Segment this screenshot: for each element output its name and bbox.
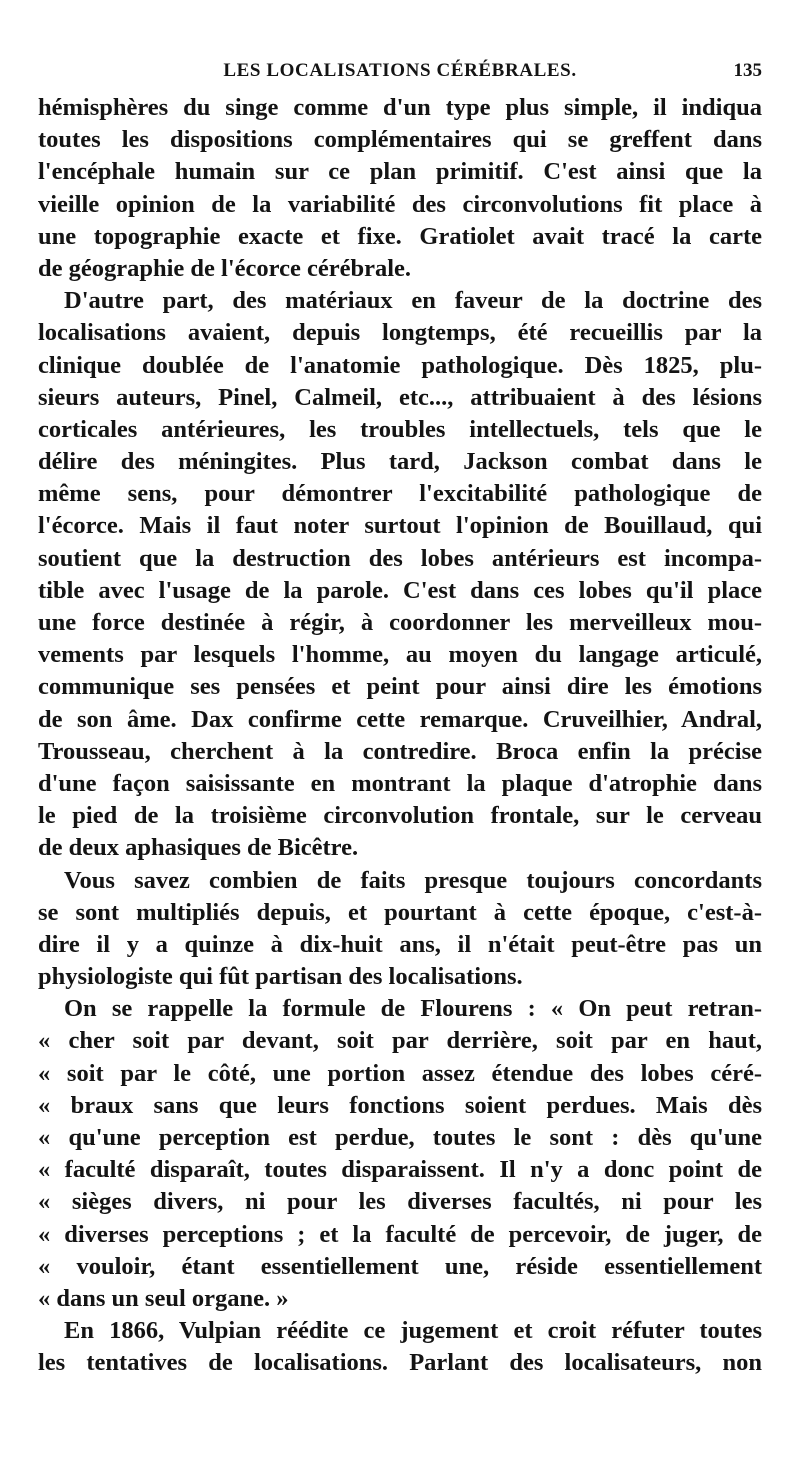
text-line: « qu'une perception est perdue, toutes le sont : dès qu'une xyxy=(38,1124,762,1151)
text-line: dire il y a quinze à dix-huit ans, il n'était peut-être pas un xyxy=(38,930,762,958)
paragraph-4 xyxy=(38,993,762,1315)
text-line: le pied de la troisième circonvolution frontale, sur le cerveau xyxy=(38,802,762,830)
text-line: localisations avaient, depuis longtemps, été recueillis par la xyxy=(38,319,762,347)
text-line: « diverses perceptions ; et la faculté de percevoir, de juger, de xyxy=(38,1220,762,1248)
text-line: l'encéphale humain sur ce plan primitif. C'est ainsi que la xyxy=(38,158,762,186)
text-line: vieille opinion de la variabilité des circonvolutions fit place à xyxy=(38,190,762,218)
text-line: D'autre part, des matériaux en faveur de la doctrine des xyxy=(64,287,762,315)
text-line: même sens, pour démontrer l'excitabilité pathologique de xyxy=(38,480,762,508)
running-head xyxy=(38,58,762,92)
text-line: hémisphères du singe comme d'un type plus simple, il indiqua xyxy=(38,94,762,121)
text-line: une force destinée à régir, à coordonner les merveilleux mou- xyxy=(38,609,762,636)
text-line: clinique doublée de l'anatomie pathologique. Dès 1825, plu- xyxy=(38,351,762,379)
book-page xyxy=(38,58,762,1380)
text-line: délire des méningites. Plus tard, Jackson combat dans le xyxy=(38,448,762,476)
text-line: « sièges divers, ni pour les diverses facultés, ni pour les xyxy=(38,1188,762,1216)
text-line: une topographie exacte et fixe. Gratiolet avait tracé la carte xyxy=(38,222,762,250)
text-line: d'une façon saisissante en montrant la plaque d'atrophie dans xyxy=(38,769,762,797)
text-line: « cher soit par devant, soit par derrière, soit par en haut, xyxy=(38,1027,762,1055)
text-line: physiologiste qui fût partisan des localisations. xyxy=(38,963,523,991)
text-line: « soit par le côté, une portion assez étendue des lobes céré- xyxy=(38,1059,762,1087)
text-line: communique ses pensées et peint pour ainsi dire les émotions xyxy=(38,673,762,701)
text-line: l'écorce. Mais il faut noter surtout l'opinion de Bouillaud, qui xyxy=(38,512,762,540)
text-line: de deux aphasiques de Bicêtre. xyxy=(38,834,359,862)
running-head-title: LES LOCALISATIONS CÉRÉBRALES. xyxy=(223,60,577,81)
paragraph-1 xyxy=(38,92,762,285)
text-line: sieurs auteurs, Pinel, Calmeil, etc..., attribuaient à des lésions xyxy=(38,383,762,411)
paragraph-3 xyxy=(38,865,762,994)
text-line: soutient que la destruction des lobes antérieurs est incompa- xyxy=(38,544,762,572)
text-line: En 1866, Vulpian réédite ce jugement et croit réfuter toutes xyxy=(64,1317,762,1345)
text-line: « braux sans que leurs fonctions soient perdues. Mais dès xyxy=(38,1091,762,1119)
text-line: se sont multipliés depuis, et pourtant à cette époque, c'est-à- xyxy=(38,898,762,926)
text-line: de géographie de l'écorce cérébrale. xyxy=(38,254,412,282)
text-line: les tentatives de localisations. Parlant des localisateurs, non xyxy=(38,1349,762,1377)
text-line: « vouloir, étant essentiellement une, réside essentiellement xyxy=(38,1252,762,1280)
text-line: Vous savez combien de faits presque toujours concordants xyxy=(64,866,762,894)
text-line: « dans un seul organe. » xyxy=(38,1284,289,1312)
text-line: de son âme. Dax confirme cette remarque. Cruveilhier, Andral, xyxy=(38,705,762,733)
text-line: Trousseau, cherchent à la contredire. Broca enfin la précise xyxy=(38,737,762,765)
text-line: tible avec l'usage de la parole. C'est dans ces lobes qu'il place xyxy=(38,576,762,604)
paragraph-5 xyxy=(38,1315,762,1379)
text-line: toutes les dispositions complémentaires qui se greffent dans xyxy=(38,126,762,154)
page-number: 135 xyxy=(733,60,762,81)
text-line: On se rappelle la formule de Flourens : « On peut retran- xyxy=(64,995,762,1023)
text-line: vements par lesquels l'homme, au moyen du langage articulé, xyxy=(38,641,762,669)
paragraph-2 xyxy=(38,285,762,864)
text-line: « faculté disparaît, toutes disparaissent. Il n'y a donc point de xyxy=(38,1156,762,1184)
text-line: corticales antérieures, les troubles intellectuels, tels que le xyxy=(38,415,762,443)
